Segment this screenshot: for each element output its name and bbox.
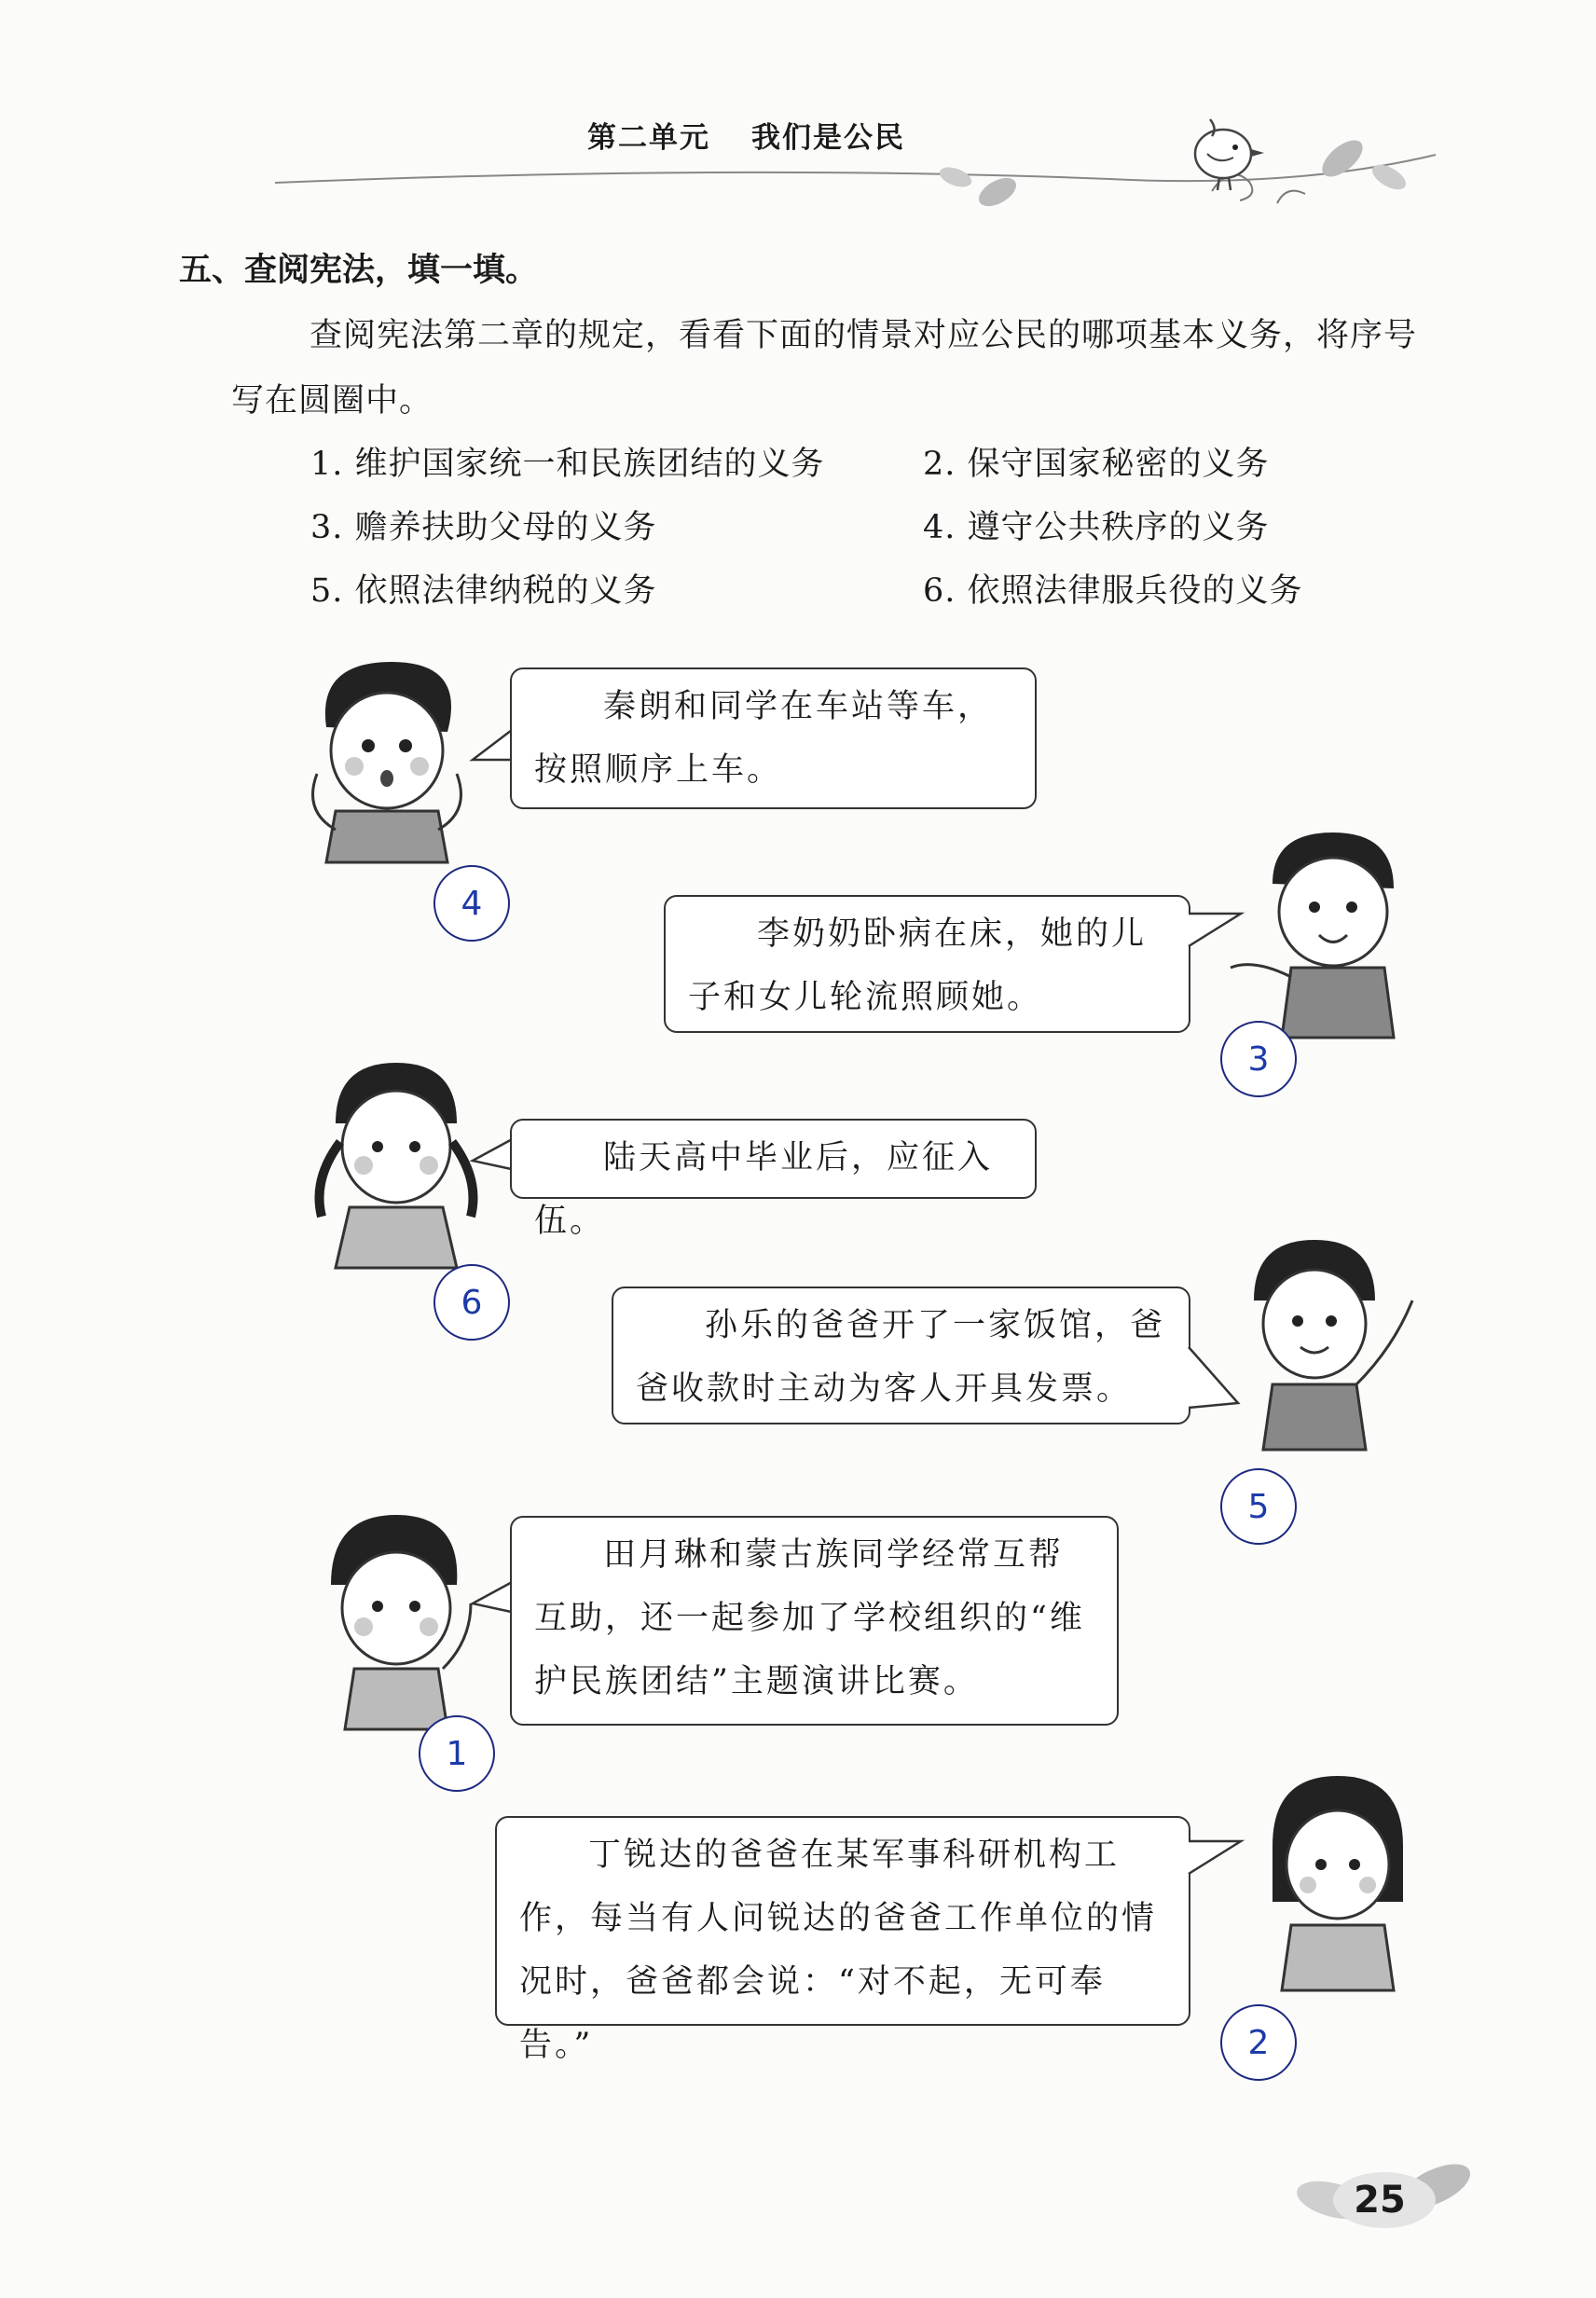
scenario-bubble-5 xyxy=(510,1516,1119,1726)
duty-2: 2. 保守国家秘密的义务 xyxy=(923,446,1270,483)
scenario-text-4: 孙乐的爸爸开了一家饭馆，爸爸收款时主动为客人开具发票。 xyxy=(636,1307,1166,1408)
scenario-bubble-4 xyxy=(612,1287,1190,1424)
answer-5: 1 xyxy=(446,1734,468,1773)
page-number: 25 xyxy=(1354,2179,1406,2222)
scenario-text-3: 陆天高中毕业后，应征入伍。 xyxy=(534,1139,994,1240)
answer-3: 6 xyxy=(461,1283,483,1322)
girl-headband-illustration xyxy=(1235,1771,1440,1995)
section-title: 五、查阅宪法，填一填。 xyxy=(179,252,539,289)
answer-2: 3 xyxy=(1247,1039,1270,1079)
duty-6: 6. 依照法律服兵役的义务 xyxy=(923,572,1303,610)
boy-waving-illustration xyxy=(1221,1235,1417,1454)
instructions: 查阅宪法第二章的规定，看看下面的情景对应公民的哪项基本义务，将序号写在圆圈中。 xyxy=(231,317,1418,420)
boy-pointing-illustration xyxy=(1226,828,1412,1042)
duty-5: 5. 依照法律纳税的义务 xyxy=(310,572,657,610)
answer-6: 2 xyxy=(1247,2023,1270,2062)
duty-4: 4. 遵守公共秩序的义务 xyxy=(923,509,1270,546)
answer-1: 4 xyxy=(461,884,483,923)
duty-3: 3. 赡养扶助父母的义务 xyxy=(310,509,657,546)
unit-title: 我们是公民 xyxy=(751,121,905,155)
unit-label: 第二单元 xyxy=(587,121,710,155)
scenario-text-6: 丁锐达的爸爸在某军事科研机构工作，每当有人问锐达的爸爸工作单位的情况时，爸爸都会说：“对不起，无可奉告。” xyxy=(519,1837,1158,2064)
header-title xyxy=(587,114,905,156)
scenario-text-1: 秦朗和同学在车站等车，按照顺序上车。 xyxy=(534,688,994,789)
girl-waving-illustration xyxy=(303,1510,480,1734)
bubble-tail-6 xyxy=(1187,1837,1243,1883)
answer-circle-6[interactable] xyxy=(1220,2004,1297,2081)
scenario-bubble-3 xyxy=(510,1119,1037,1240)
scenario-bubble-6 xyxy=(495,1816,1190,2064)
answer-circle-5[interactable] xyxy=(419,1715,495,1792)
answer-circle-3[interactable] xyxy=(433,1264,510,1341)
scenario-text-2: 李奶奶卧病在床，她的儿子和女儿轮流照顾她。 xyxy=(688,915,1148,1016)
answer-circle-4[interactable] xyxy=(1220,1468,1297,1545)
scenario-bubble-2 xyxy=(664,895,1190,1033)
scenario-text-5: 田月琳和蒙古族同学经常互帮互助，还一起参加了学校组织的“维护民族团结”主题演讲比赛。 xyxy=(534,1536,1085,1700)
boy-illustration xyxy=(298,662,475,862)
answer-circle-2[interactable] xyxy=(1220,1021,1297,1097)
duty-1: 1. 维护国家统一和民族团结的义务 xyxy=(310,446,825,483)
scenario-bubble-1 xyxy=(510,667,1037,809)
answer-circle-1[interactable] xyxy=(433,865,510,942)
bird-icon xyxy=(1184,112,1268,196)
answer-4: 5 xyxy=(1247,1487,1270,1526)
girl-braids-illustration xyxy=(298,1058,475,1268)
